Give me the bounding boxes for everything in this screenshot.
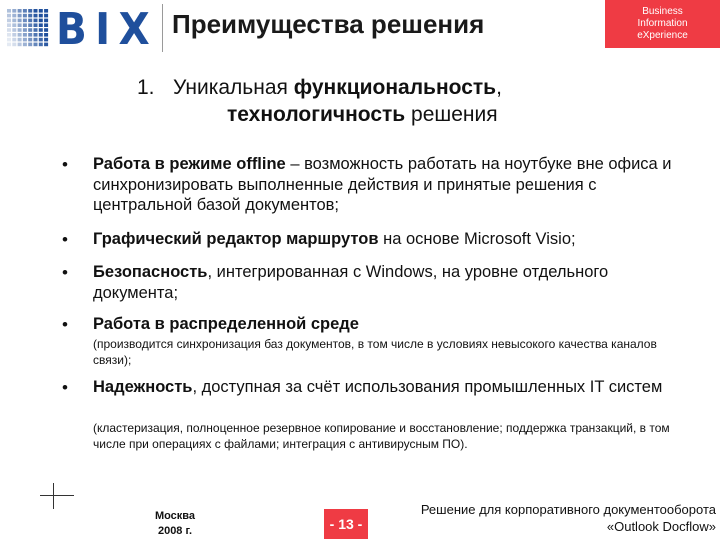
bullet-marker: • — [62, 315, 68, 334]
logo-grid-dot — [12, 43, 16, 47]
logo-grid-dot — [23, 33, 27, 37]
page-title: Преимущества решения — [172, 9, 485, 39]
logo-grid-dot — [39, 19, 43, 23]
badge-line-1: Business — [642, 6, 683, 17]
logo-grid-dot — [23, 38, 27, 42]
logo-grid-dot — [23, 14, 27, 18]
bix-logo — [6, 4, 158, 55]
section-subtitle — [137, 74, 657, 128]
logo-grid-dot — [7, 14, 11, 18]
list-item-body: – возможность работать на ноутбуке вне офиса и синхронизировать выполненные действия и принятые решения с центральной базой документов; — [93, 155, 672, 214]
logo-grid-dot — [12, 38, 16, 42]
logo-grid-dot — [28, 9, 32, 13]
logo-grid-dot — [18, 28, 22, 32]
page-number: - 13 - — [324, 509, 368, 539]
footer-caption — [380, 501, 716, 535]
list-item-body: , доступная за счёт использования промышленных IT систем — [192, 378, 663, 396]
logo-grid-dot — [39, 9, 43, 13]
logo-grid-dot — [18, 38, 22, 42]
logo-grid-dot — [7, 43, 11, 47]
list-item-bold: Безопасность — [93, 263, 208, 281]
logo-grid-dot — [28, 43, 32, 47]
logo-grid-dot — [44, 9, 48, 13]
list-item-bold: Графический редактор маршрутов — [93, 230, 379, 248]
subtitle-number: 1. — [137, 76, 155, 99]
logo-grid-dot — [39, 14, 43, 18]
logo-grid-dot — [44, 19, 48, 23]
logo-grid-dot — [39, 23, 43, 27]
logo-grid-dot — [39, 43, 43, 47]
logo-grid-dot — [7, 33, 11, 37]
logo-grid-dot — [7, 28, 11, 32]
list-item-note: (производится синхронизация баз документов, в том числе в условиях невысокого качества каналов связи); — [93, 337, 657, 367]
subtitle-line2-post: решения — [405, 103, 498, 126]
list-item-body: , интегрированная с Windows, на уровне отдельного документа; — [93, 263, 609, 302]
bullet-marker: • — [62, 230, 68, 249]
bullet-marker: • — [62, 155, 68, 174]
list-item-text — [93, 377, 693, 398]
corner-mark-horizontal — [40, 495, 74, 496]
logo-grid-dot — [23, 19, 27, 23]
logo-grid-dot — [23, 23, 27, 27]
subtitle-line1-bold: функциональность — [293, 76, 497, 99]
logo-grid-dot — [34, 38, 38, 42]
logo-grid-dot — [7, 9, 11, 13]
logo-grid-dot — [28, 38, 32, 42]
bix-tagline-badge — [605, 0, 720, 48]
logo-grid-dot — [7, 19, 11, 23]
header-divider — [162, 4, 163, 52]
subtitle-line2 — [137, 101, 657, 128]
footer-year: 2008 г. — [157, 525, 193, 537]
logo-grid-dot — [12, 14, 16, 18]
logo-grid-dot — [34, 9, 38, 13]
logo-grid-dot — [18, 23, 22, 27]
footer-location — [150, 509, 200, 539]
badge-line-3: eXperience — [637, 30, 688, 41]
list-item-text — [93, 314, 693, 335]
logo-grid-dot — [34, 28, 38, 32]
logo-grid-dot — [12, 19, 16, 23]
logo-grid-dot — [12, 23, 16, 27]
logo-grid-dot — [34, 23, 38, 27]
logo-grid-dot — [23, 9, 27, 13]
logo-grid-dot — [23, 43, 27, 47]
list-item-text — [93, 229, 693, 250]
list-item-bold: Надежность — [93, 378, 193, 396]
logo-grid-dot — [18, 14, 22, 18]
logo-grid-dot — [39, 33, 43, 37]
list-item-note: (кластеризация, полноценное резервное копирование и восстановление; поддержка транзакций, в том числе при операциях с файлами; интеграция с антивирусным ПО). — [93, 421, 670, 451]
footer-city: Москва — [154, 510, 196, 522]
logo-grid-dot — [28, 19, 32, 23]
logo-grid-dot — [28, 23, 32, 27]
logo-dot-grid-icon — [6, 8, 50, 48]
logo-grid-dot — [39, 28, 43, 32]
logo-grid-dot — [34, 33, 38, 37]
logo-grid-dot — [44, 28, 48, 32]
list-item-bold: Работа в распределенной среде — [93, 315, 359, 333]
logo-grid-dot — [18, 19, 22, 23]
logo-grid-dot — [34, 19, 38, 23]
logo-grid-dot — [18, 33, 22, 37]
logo-grid-dot — [18, 9, 22, 13]
bullet-marker: • — [62, 378, 68, 397]
logo-grid-dot — [44, 33, 48, 37]
logo-grid-dot — [44, 43, 48, 47]
list-item-text — [93, 154, 693, 216]
logo-grid-dot — [23, 28, 27, 32]
logo-text: BIX — [56, 4, 158, 55]
list-item-bold: Работа в режиме offline — [93, 155, 286, 173]
list-item-text — [93, 262, 693, 303]
logo-grid-dot — [34, 14, 38, 18]
logo-grid-dot — [28, 33, 32, 37]
logo-grid-dot — [44, 23, 48, 27]
logo-grid-dot — [34, 43, 38, 47]
logo-grid-dot — [44, 14, 48, 18]
logo-grid-dot — [28, 14, 32, 18]
logo-grid-dot — [7, 38, 11, 42]
logo-grid-dot — [12, 9, 16, 13]
logo-grid-dot — [39, 38, 43, 42]
logo-grid-dot — [28, 28, 32, 32]
logo-grid-dot — [18, 43, 22, 47]
logo-grid-dot — [12, 33, 16, 37]
footer-caption-line2: «Outlook Docflow» — [606, 519, 716, 534]
logo-grid-dot — [12, 28, 16, 32]
subtitle-line2-bold: технологичность — [227, 103, 406, 126]
logo-grid-dot — [44, 38, 48, 42]
footer-caption-line1: Решение для корпоративного документооборота — [420, 502, 716, 517]
bullet-marker: • — [62, 263, 68, 282]
corner-mark-vertical — [53, 483, 54, 509]
badge-line-2: Information — [637, 18, 688, 29]
list-item-body: на основе Microsoft Visio; — [378, 230, 576, 248]
subtitle-line1-post: , — [496, 76, 502, 99]
subtitle-line1-pre: Уникальная — [173, 76, 294, 99]
logo-grid-dot — [7, 23, 11, 27]
